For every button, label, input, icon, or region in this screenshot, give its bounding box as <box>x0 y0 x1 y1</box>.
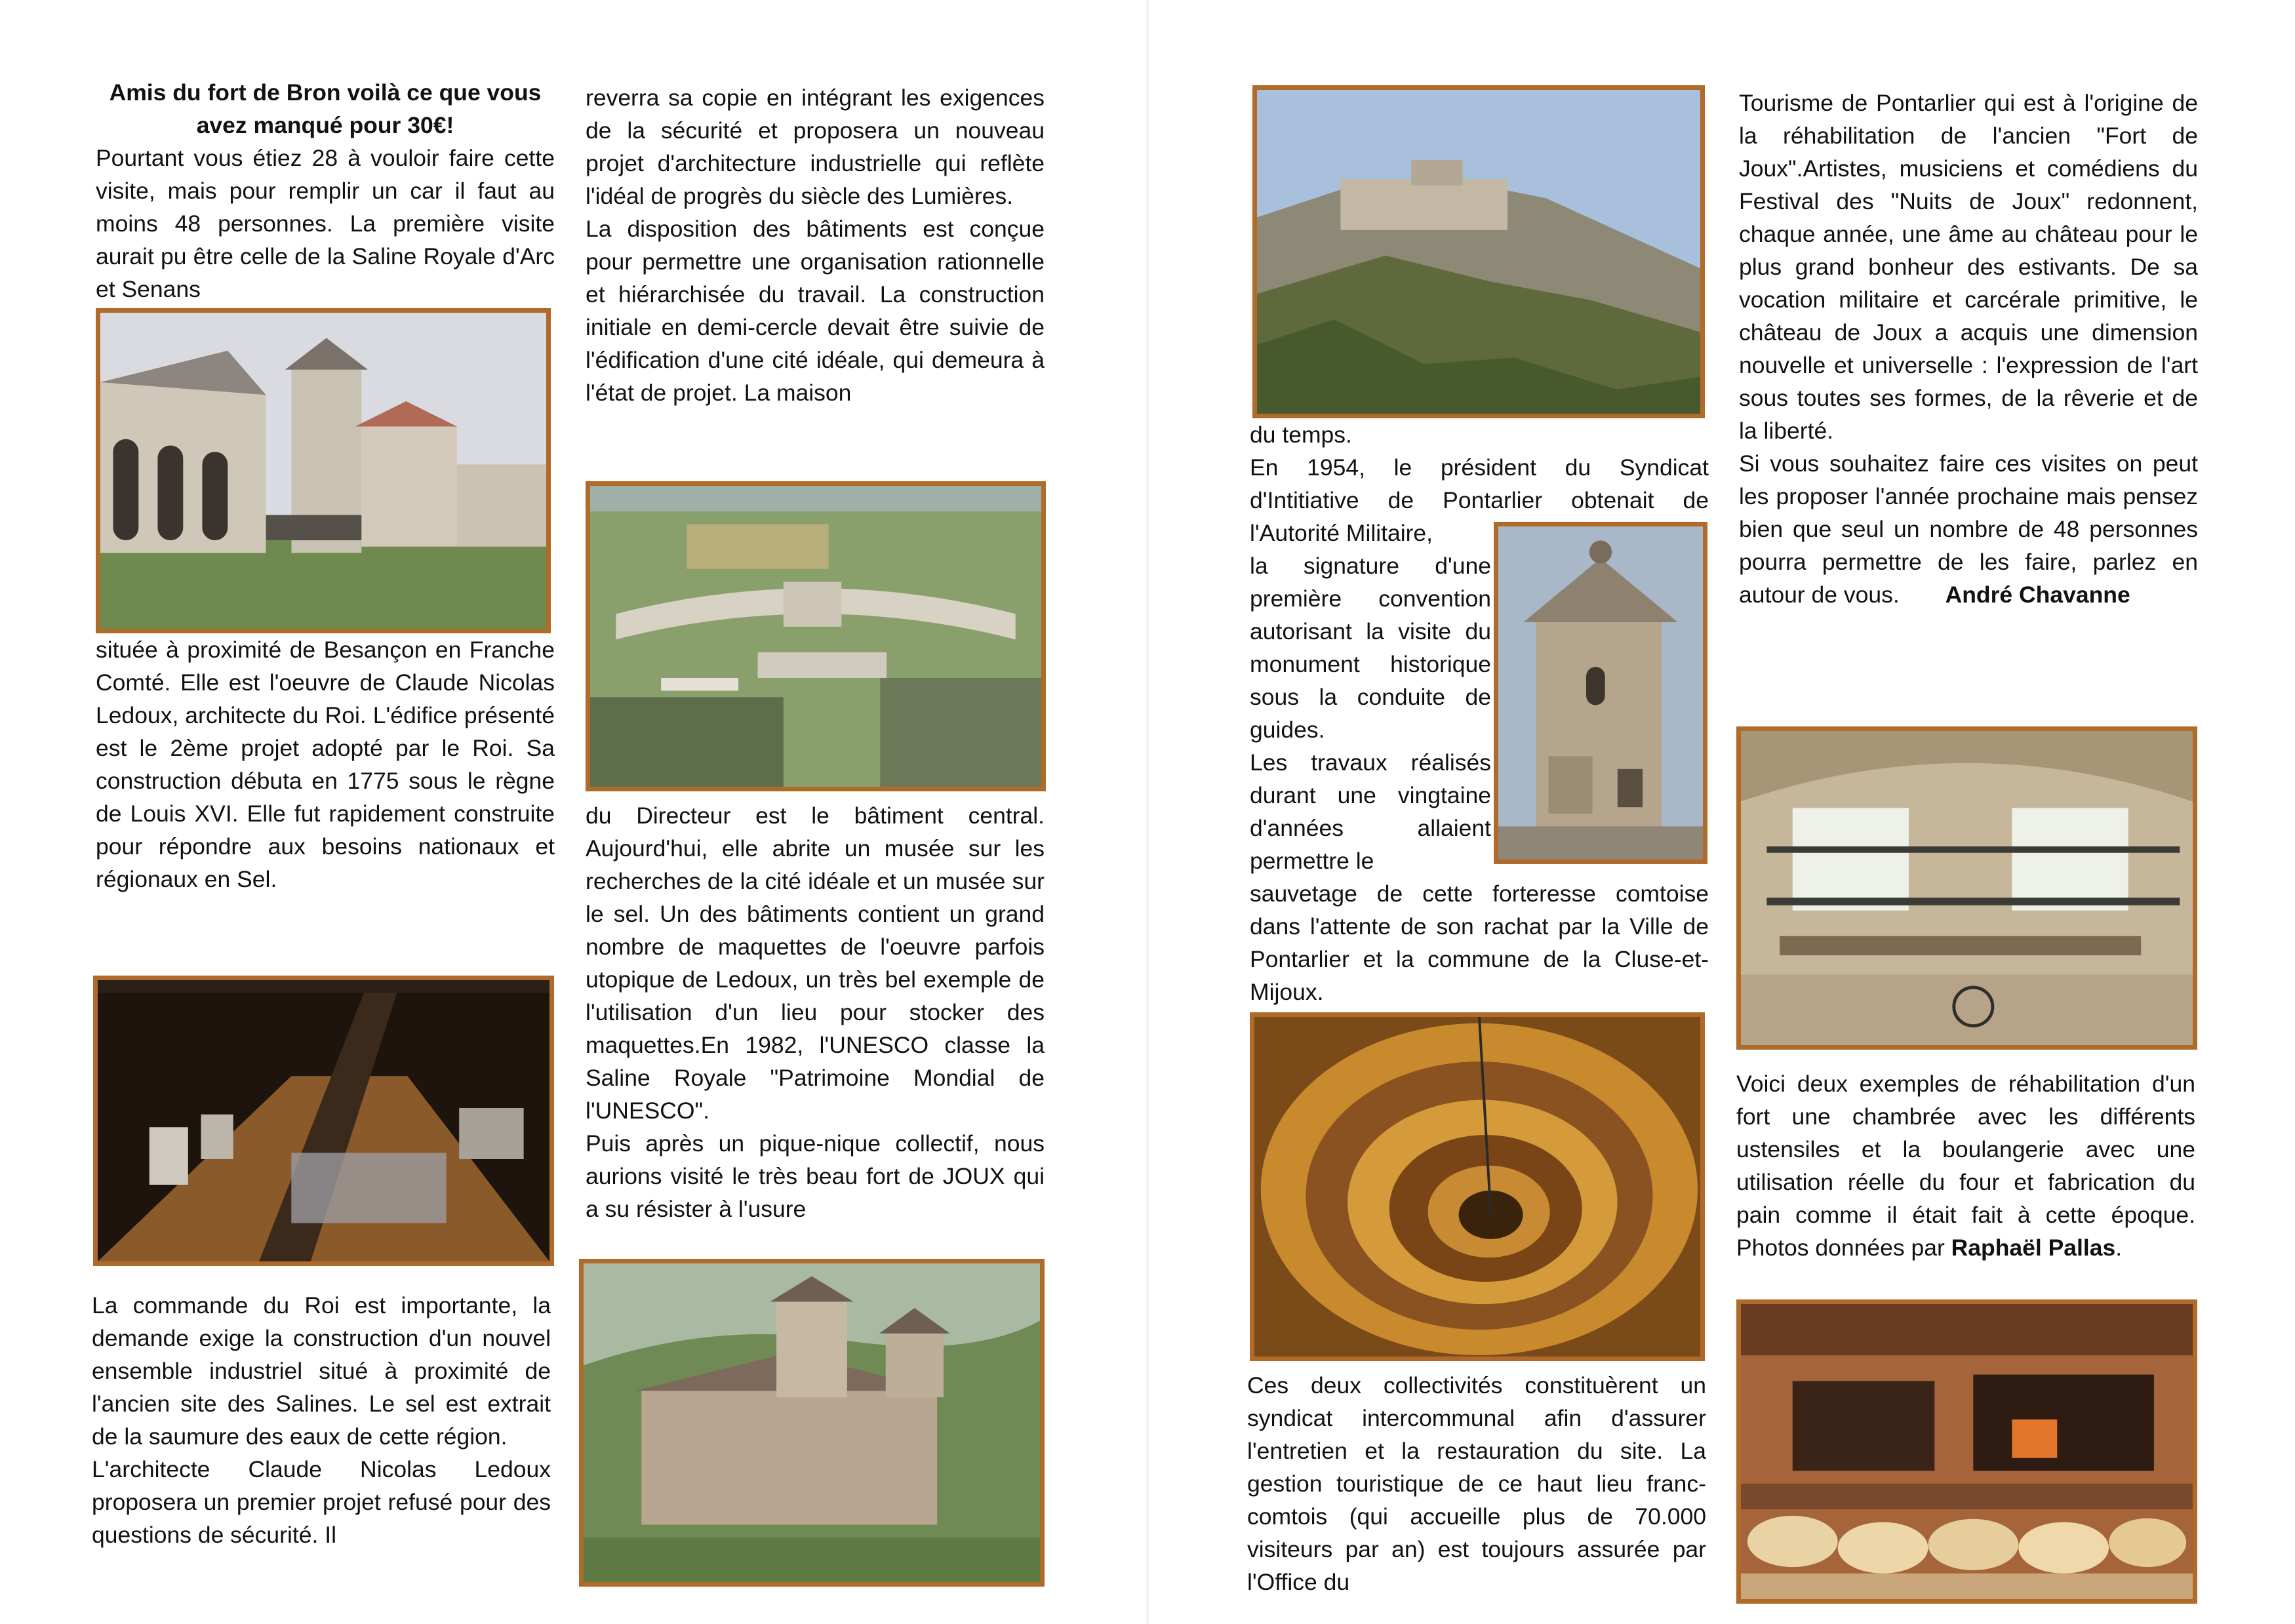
col1-paragraph-3: La commande du Roi est importante, la demande exige la construction d'un nouvel ensemble industriel situé à proximité de l'ancien site des Salines. Le sel est extrait de la saumure des eaux de cette région. <box>92 1292 551 1450</box>
col1-paragraph-4: L'architecte Claude Nicolas Ledoux proposera un premier projet refusé pour des questions de sécurité. Il <box>92 1456 551 1548</box>
col2-paragraph-3: du Directeur est le bâtiment central. Aujourd'hui, elle abrite un musée sur les recherches de la cité idéale et un musée sur le sel. Un des bâtiments contient un grand nombre de maquettes de l'oeuvre parfois utopique de Ledoux, un très bel exemple de l'utilisation d'un lieu pour stocker des maquettes.En 1982, l'UNESCO classe la Saline Royale "Patrimoine Mondial de l'UNESCO". <box>586 802 1045 1124</box>
photo-museum-interior <box>93 976 554 1266</box>
col2-paragraph-2: La disposition des bâtiments est conçue pour permettre une organisation rationnelle et hiérarchisée du travail. La construction initiale en demi-cercle devait être suivie de l'édification d'une cité idéale, qui demeura à l'état de projet. La maison <box>586 216 1045 406</box>
col3-paragraph-4: Les travaux réalisés durant une vingtaine d'années allaient permettre le <box>1250 749 1491 874</box>
col3-paragraph-2: En 1954, le président du Syndicat d'Intitiative de Pontarlier obtenait de l'Autorité Militaire, <box>1250 454 1709 546</box>
col4-top-text <box>1739 87 2198 611</box>
credit-end-punct: . <box>2115 1235 2123 1261</box>
signature: André Chavanne <box>1945 582 2130 608</box>
photo-spiral-staircase <box>1250 1012 1705 1361</box>
col1-middle-text <box>96 633 555 896</box>
col3-text-b <box>1250 877 1709 1008</box>
col3-paragraph-6: Ces deux collectivités constituèrent un syndicat intercommunal afin d'assurer l'entretien et la restauration du site. La gestion touristique de ce haut lieu franc-comtois (qui accueille plus de 70.000 visiteurs par an) est toujours assurée par l'Office du <box>1247 1372 1706 1595</box>
col3-text-c <box>1247 1369 1706 1598</box>
col4-paragraph-3 <box>1736 1067 2195 1264</box>
photo-watchtower <box>1494 522 1707 864</box>
page-fold <box>1146 0 1149 1624</box>
photo-saline-royale <box>96 308 551 633</box>
col2-middle-text <box>586 799 1045 1225</box>
col1-top-text <box>96 76 555 306</box>
col3-paragraph-1: du temps. <box>1250 422 1352 448</box>
photographer-credit: Raphaël Pallas <box>1951 1235 2116 1261</box>
col3-paragraph-5: sauvetage de cette forteresse comtoise dans l'attente de son rachat par la Ville de Pontarlier et la commune de la Cluse-et-Mijoux. <box>1250 881 1709 1005</box>
col4-paragraph-1: Tourisme de Pontarlier qui est à l'origine de la réhabilitation de l'ancien "Fort de Joux".Artistes, musiciens et comédiens du Festival des "Nuits de Joux" redonnent, chaque année, une âme au château pour le plus grand bonheur des estivants. De sa vocation militaire et carcérale primitive, le château de Joux a acquis une dimension nouvelle et universelle : l'expression de l'art sous toutes ses formes, de la rêverie et de la liberté. <box>1739 90 2198 444</box>
col4-middle-text <box>1736 1067 2195 1264</box>
col1-bottom-text <box>92 1289 551 1551</box>
col3-paragraph-3: la signature d'une première convention autorisant la visite du monument historique sous la conduite de guides. <box>1250 553 1491 743</box>
article-title: Amis du fort de Bron voilà ce que vous avez manqué pour 30€! <box>109 79 542 138</box>
col1-paragraph-1: Pourtant vous étiez 28 à vouloir faire cette visite, mais pour remplir un car il faut au moins 48 personnes. La première visite aurait pu être celle de la Saline Royale d'Arc et Senans <box>96 145 555 302</box>
col2-paragraph-4: Puis après un pique-nique collectif, nous aurions visité le très beau fort de JOUX qui a su résister à l'usure <box>586 1130 1045 1222</box>
col4-paragraph-2-text: Si vous souhaitez faire ces visites on peut les proposer l'année prochaine mais pensez bien que seul un nombre de 48 personnes pourra permettre de les faire, parlez en autour de vous. <box>1739 450 2198 608</box>
photo-barrack-room <box>1736 726 2197 1050</box>
col1-paragraph-2: située à proximité de Besançon en Franche Comté. Elle est l'oeuvre de Claude Nicolas Ledoux, architecte du Roi. L'édifice présenté est le 2ème projet adopté par le Roi. Sa construction débuta en 1775 sous le règne de Louis XVI. Elle fut rapidement construite pour répondre aux besoins nationaux et régionaux en Sel. <box>96 637 555 892</box>
photo-fort-de-joux-exterior <box>579 1259 1045 1587</box>
photo-bakery-oven <box>1736 1299 2197 1604</box>
col2-top-text <box>586 81 1045 409</box>
col3-text-wrap <box>1250 549 1491 877</box>
photo-fort-cliff <box>1252 85 1705 418</box>
col4-paragraph-2 <box>1739 447 2198 611</box>
col2-paragraph-1: reverra sa copie en intégrant les exigences de la sécurité et proposera un nouveau projet d'architecture industrielle qui reflète l'idéal de progrès du siècle des Lumières. <box>586 85 1045 209</box>
photo-saline-aerial <box>586 481 1046 791</box>
col4-paragraph-3-text: Voici deux exemples de réhabilitation d'un fort une chambrée avec les différents ustensiles et la boulangerie avec une utilisation réelle du four et fabrication du pain comme il était fait à cette époque. Photos données par <box>1736 1071 2195 1261</box>
